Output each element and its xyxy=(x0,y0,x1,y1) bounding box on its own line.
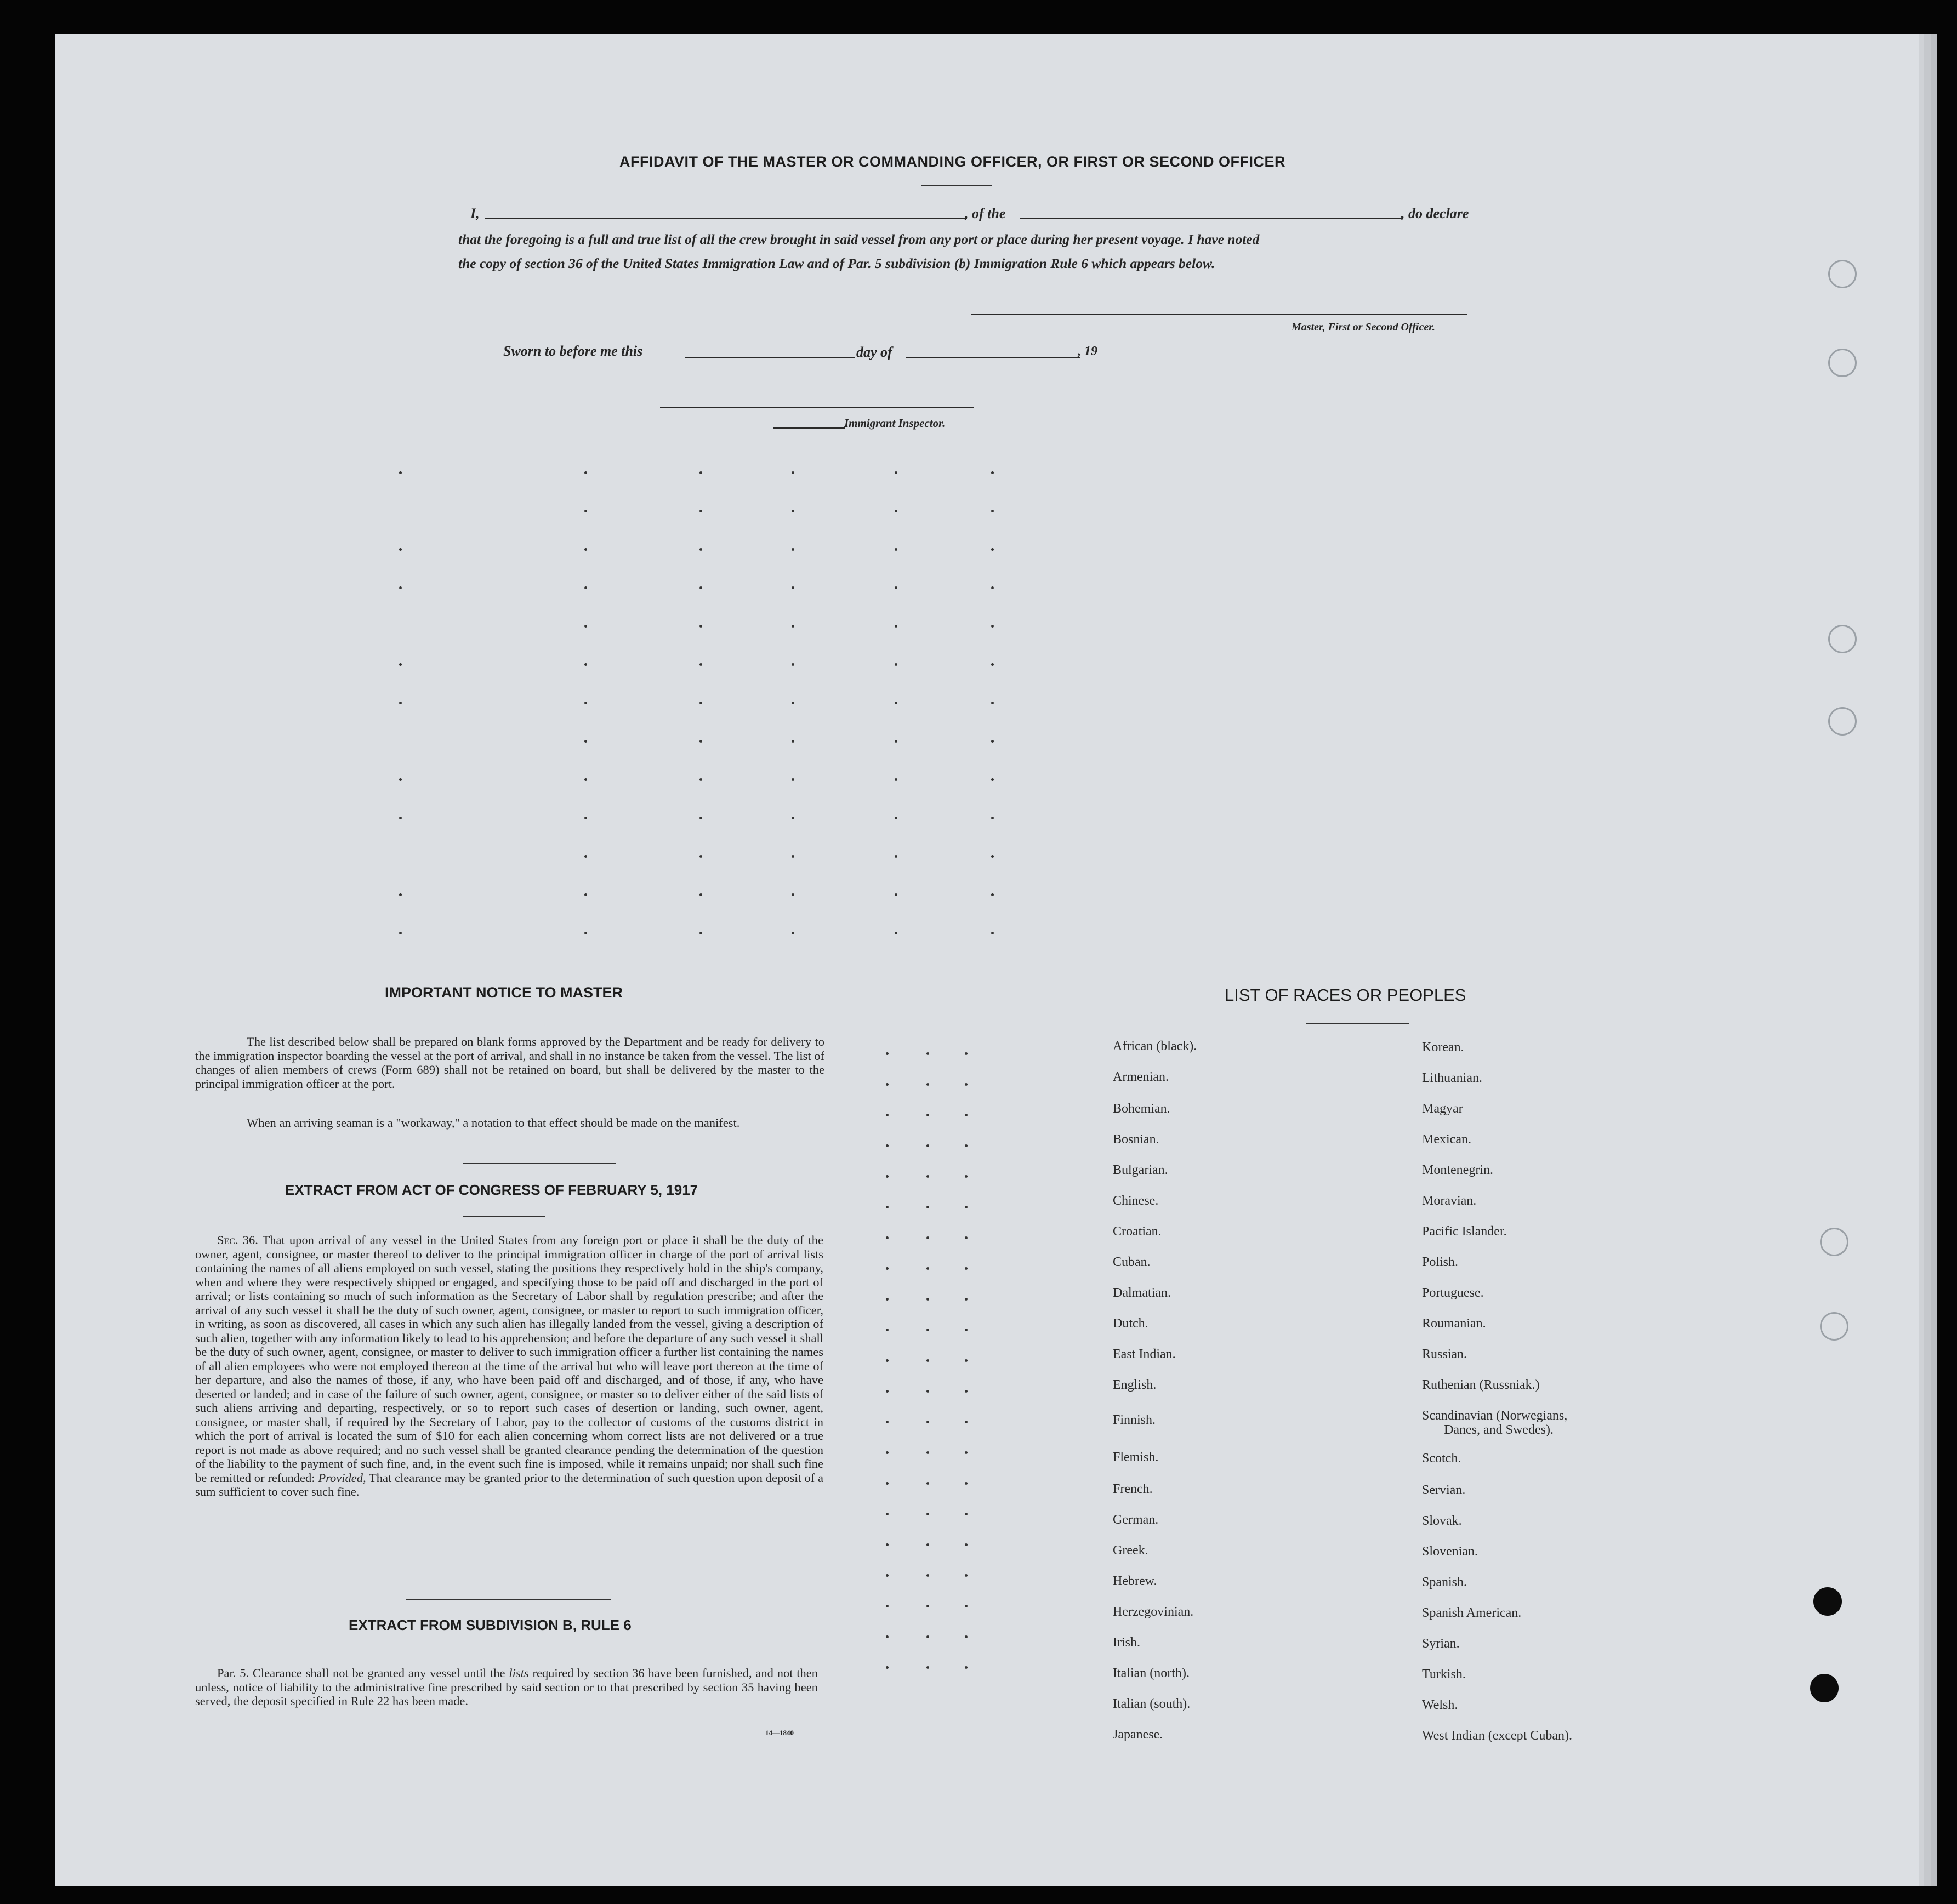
leader-dot xyxy=(965,1574,968,1577)
leader-dot xyxy=(895,663,897,666)
leader-dot xyxy=(699,471,702,474)
race-item: Flemish. xyxy=(1113,1450,1159,1464)
leader-dot xyxy=(991,663,994,666)
leader-dot xyxy=(926,1298,929,1301)
race-item: German. xyxy=(1113,1513,1159,1527)
affidavit-title: AFFIDAVIT OF THE MASTER OR COMMANDING OFFICER, OR FIRST OR SECOND OFFICER xyxy=(619,153,1285,170)
leader-dot xyxy=(584,855,587,858)
leader-dot xyxy=(886,1144,889,1147)
sworn-month-blank xyxy=(906,357,1080,358)
race-item: Mexican. xyxy=(1422,1132,1471,1147)
race-item: Korean. xyxy=(1422,1040,1464,1054)
leader-dot xyxy=(399,663,402,666)
notice-paragraph-1: The list described below shall be prepared on blank forms approved by the Department and be ready for delivery to the immigration inspector boarding the vessel at the port of arrival, and shall in no instance be taken from the vessel. The list of changes of alien members of crews (Form 689) shall not be retained on board, but shall be delivered by the master to the principal immigration officer at the port. xyxy=(195,1035,824,1091)
leader-dot xyxy=(699,855,702,858)
signature-line xyxy=(971,314,1467,315)
leader-dot xyxy=(965,1482,968,1485)
leader-dot xyxy=(926,1635,929,1638)
name-blank xyxy=(485,218,967,219)
races-divider xyxy=(1306,1023,1409,1024)
race-item: Ruthenian (Russniak.) xyxy=(1422,1378,1540,1392)
leader-dot xyxy=(965,1144,968,1147)
extract-rule-title: EXTRACT FROM SUBDIVISION B, RULE 6 xyxy=(349,1617,632,1633)
leader-dot xyxy=(699,663,702,666)
leader-dot xyxy=(895,817,897,819)
provided-label: Provided, xyxy=(318,1470,366,1485)
leader-dot xyxy=(792,471,794,474)
race-item: Spanish. xyxy=(1422,1575,1467,1589)
race-item: African (black). xyxy=(1113,1039,1197,1053)
race-item: East Indian. xyxy=(1113,1347,1176,1361)
leader-dot xyxy=(399,586,402,589)
leader-dot xyxy=(991,932,994,934)
race-item: Dutch. xyxy=(1113,1316,1148,1331)
leader-dot xyxy=(965,1635,968,1638)
notice-paragraph-2: When an arriving seaman is a "workaway," a notation to that effect should be made on the manifest. xyxy=(247,1116,740,1130)
leader-dot xyxy=(792,817,794,819)
punch-hole xyxy=(1828,625,1857,653)
race-item: Scandinavian (Norwegians, xyxy=(1422,1409,1568,1423)
section-label: Sec. 36. xyxy=(217,1233,258,1247)
leader-dot xyxy=(699,586,702,589)
race-item: Irish. xyxy=(1113,1635,1140,1650)
race-item: Spanish American. xyxy=(1422,1606,1522,1620)
leader-dot xyxy=(399,778,402,781)
race-item: Bohemian. xyxy=(1113,1102,1170,1116)
leader-dot xyxy=(792,740,794,743)
leader-dot xyxy=(792,586,794,589)
leader-dot xyxy=(965,1114,968,1116)
leader-dot xyxy=(965,1236,968,1239)
leader-dot xyxy=(584,932,587,934)
leader-dot xyxy=(965,1267,968,1270)
race-item: Bulgarian. xyxy=(1113,1163,1168,1177)
leader-dot xyxy=(399,893,402,896)
leader-dot xyxy=(926,1267,929,1270)
race-item: Cuban. xyxy=(1113,1255,1151,1269)
leader-dot xyxy=(895,471,897,474)
section-36-end: That clearance may be granted prior to the determination of such question upon deposit of a sum sufficient to cover such fine. xyxy=(195,1470,824,1498)
race-item: Danes, and Swedes). xyxy=(1444,1423,1554,1437)
leader-dot xyxy=(699,510,702,512)
race-item: Dalmatian. xyxy=(1113,1286,1171,1300)
race-item: Greek. xyxy=(1113,1543,1148,1558)
race-item: Finnish. xyxy=(1113,1413,1156,1427)
races-title: LIST OF RACES OR PEOPLES xyxy=(1225,985,1466,1005)
leader-dot xyxy=(399,817,402,819)
leader-dot xyxy=(399,471,402,474)
punch-hole-dark xyxy=(1810,1674,1839,1702)
declare-line-3: the copy of section 36 of the United States Immigration Law and of Par. 5 subdivision (b) Immigration Rule 6 which appears below. xyxy=(458,255,1215,271)
leader-dot xyxy=(584,893,587,896)
section-36-body: That upon arrival of any vessel in the United States from any foreign port or place it shall be the duty of the owner, agent, consignee, or master thereof to deliver to the principal immigration officer in charge of the port of arrival lists containing the names of all aliens employed on such vessel, stating the positions they respectively hold in the ship's company, when and where they were respectively shipped or engaged, and specifying those to be paid off and discharged in the port of arrival; or lists containing so much of such information as the Secretary of Labor shall by regulation prescribe; and after the arrival of any such vessel it shall be the duty of such owner, agent, consignee, or master to report to such immigration officer, in writing, as soon as discovered, all cases in which any such alien has illegally landed from the vessel, giving a description of such alien, together with any information likely to lead to his apprehension; and before the departure of any such vessel it shall be the duty of such owner, agent, consignee, or master to deliver to such immigration officer a further list containing the names of all alien employees who were not employed thereon at the time of the arrival but who will leave port thereon at the time of her departure, and also the names of those, if any, who have been paid off and discharged, and of those, if any, who have deserted or landed; and in case of the failure of such owner, agent, consignee, or master so to deliver either of the said lists of such aliens arriving and departing, respectively, or so to report such cases of desertion or landing, such owner, agent, consignee, or master shall, if required by the Secretary of Labor, pay to the collector of customs of the customs district in which the port of arrival is located the sum of $10 for each alien concerning whom correct lists are not delivered or a true report is not made as above required; and no such vessel shall be granted clearance pending the determination of the question of the liability to the payment of such fine, and, in the event such fine is imposed, while it remains unpaid; nor shall such fine be remitted or refunded: xyxy=(195,1233,823,1485)
race-item: Russian. xyxy=(1422,1347,1467,1361)
leader-dot xyxy=(792,510,794,512)
leader-dot xyxy=(991,471,994,474)
leader-dot xyxy=(965,1421,968,1423)
leader-dot xyxy=(926,1574,929,1577)
leader-dot xyxy=(926,1329,929,1331)
form-number: 14—1840 xyxy=(765,1729,794,1737)
leader-dot xyxy=(886,1052,889,1055)
leader-dot xyxy=(895,586,897,589)
leader-dot xyxy=(991,893,994,896)
leader-dot xyxy=(926,1482,929,1485)
race-item: Herzegovinian. xyxy=(1113,1605,1194,1619)
form-page xyxy=(55,34,1919,1886)
lists-word: lists xyxy=(509,1666,529,1680)
leader-dot xyxy=(584,586,587,589)
race-item: Chinese. xyxy=(1113,1194,1159,1208)
leader-dot xyxy=(965,1359,968,1362)
leader-dot xyxy=(926,1236,929,1239)
leader-dot xyxy=(926,1390,929,1393)
leader-dot xyxy=(886,1083,889,1086)
leader-dot xyxy=(792,893,794,896)
leader-dot xyxy=(965,1052,968,1055)
leader-dot xyxy=(886,1451,889,1454)
leader-dot xyxy=(895,740,897,743)
race-item: Polish. xyxy=(1422,1255,1459,1269)
race-item: Japanese. xyxy=(1113,1728,1163,1742)
leader-dot xyxy=(886,1236,889,1239)
leader-dot xyxy=(792,932,794,934)
leader-dot xyxy=(926,1666,929,1669)
race-item: Lithuanian. xyxy=(1422,1071,1482,1085)
leader-dot xyxy=(926,1083,929,1086)
leader-dot xyxy=(584,778,587,781)
leader-dot xyxy=(584,510,587,512)
race-item: Slovak. xyxy=(1422,1514,1462,1528)
leader-dot xyxy=(965,1666,968,1669)
extract-act-end-divider xyxy=(406,1599,611,1600)
par-5-end: required by section 36 have been furnished, and not then unless, notice of liability to the administrative fine prescribed by said section or to that prescribed by section 35 having been served, the deposit specified in Rule 22 has been made. xyxy=(195,1666,818,1708)
leader-dot xyxy=(792,663,794,666)
race-item: Slovenian. xyxy=(1422,1544,1478,1559)
leader-dot xyxy=(965,1513,968,1515)
leader-dot xyxy=(965,1605,968,1607)
leader-dot xyxy=(926,1451,929,1454)
leader-dot xyxy=(792,548,794,551)
leader-dot xyxy=(584,740,587,743)
leader-dot xyxy=(926,1605,929,1607)
leader-dot xyxy=(965,1543,968,1546)
leader-dot xyxy=(965,1390,968,1393)
race-item: Montenegrin. xyxy=(1422,1163,1493,1177)
race-item: Welsh. xyxy=(1422,1698,1458,1712)
leader-dot xyxy=(895,548,897,551)
inspector-dash xyxy=(773,427,845,429)
leader-dot xyxy=(991,740,994,743)
punch-hole xyxy=(1820,1228,1848,1256)
notice-divider xyxy=(463,1163,616,1164)
leader-dot xyxy=(991,625,994,628)
leader-dot xyxy=(399,702,402,704)
declare-line-i: I, xyxy=(470,206,480,221)
leader-dot xyxy=(699,625,702,628)
declare-line-2: that the foregoing is a full and true list of all the crew brought in said vessel from any port or place during her present voyage. I have noted xyxy=(458,231,1260,247)
sworn-text: Sworn to before me this xyxy=(503,343,643,359)
leader-dot xyxy=(965,1083,968,1086)
race-item: French. xyxy=(1113,1482,1153,1496)
leader-dot xyxy=(886,1513,889,1515)
signature-caption: Master, First or Second Officer. xyxy=(1292,321,1435,333)
leader-dot xyxy=(965,1329,968,1331)
leader-dot xyxy=(886,1482,889,1485)
punch-hole xyxy=(1828,707,1857,736)
race-item: Hebrew. xyxy=(1113,1574,1157,1588)
leader-dot xyxy=(991,702,994,704)
leader-dot xyxy=(895,702,897,704)
leader-dot xyxy=(926,1144,929,1147)
leader-dot xyxy=(584,625,587,628)
inspector-caption: Immigrant Inspector. xyxy=(844,417,946,430)
race-item: Scotch. xyxy=(1422,1451,1461,1466)
leader-dot xyxy=(699,702,702,704)
leader-dot xyxy=(886,1298,889,1301)
race-item: Pacific Islander. xyxy=(1422,1224,1507,1239)
leader-dot xyxy=(886,1574,889,1577)
sworn-day-blank xyxy=(685,357,855,358)
leader-dot xyxy=(926,1359,929,1362)
leader-dot xyxy=(792,778,794,781)
race-item: Moravian. xyxy=(1422,1194,1477,1208)
leader-dot xyxy=(886,1635,889,1638)
race-item: West Indian (except Cuban). xyxy=(1422,1729,1572,1743)
leader-dot xyxy=(965,1298,968,1301)
leader-dot xyxy=(895,855,897,858)
leader-dot xyxy=(965,1451,968,1454)
leader-dot xyxy=(886,1175,889,1178)
title-divider xyxy=(921,185,992,186)
leader-dot xyxy=(699,548,702,551)
leader-dot xyxy=(886,1543,889,1546)
leader-dot xyxy=(991,586,994,589)
leader-dot xyxy=(886,1206,889,1208)
leader-dot xyxy=(886,1267,889,1270)
leader-dot xyxy=(399,932,402,934)
leader-dot xyxy=(584,817,587,819)
leader-dot xyxy=(895,932,897,934)
leader-dot xyxy=(926,1421,929,1423)
punch-hole-dark xyxy=(1813,1587,1842,1616)
leader-dot xyxy=(699,817,702,819)
vessel-blank xyxy=(1020,218,1403,219)
leader-dot xyxy=(699,740,702,743)
leader-dot xyxy=(584,548,587,551)
leader-dot xyxy=(895,510,897,512)
race-item: Magyar xyxy=(1422,1102,1463,1116)
race-item: Turkish. xyxy=(1422,1667,1466,1681)
leader-dot xyxy=(699,893,702,896)
race-item: Armenian. xyxy=(1113,1070,1169,1084)
leader-dot xyxy=(886,1329,889,1331)
year-prefix: , 19 xyxy=(1078,344,1097,358)
extract-act-divider xyxy=(463,1216,545,1217)
leader-dot xyxy=(895,778,897,781)
leader-dot xyxy=(991,510,994,512)
leader-dot xyxy=(792,625,794,628)
notice-title: IMPORTANT NOTICE TO MASTER xyxy=(385,984,623,1001)
leader-dot xyxy=(965,1206,968,1208)
leader-dot xyxy=(699,932,702,934)
leader-dot xyxy=(926,1114,929,1116)
leader-dot xyxy=(886,1421,889,1423)
race-item: Roumanian. xyxy=(1422,1316,1486,1331)
leader-dot xyxy=(991,817,994,819)
par-5-start: Par. 5. Clearance shall not be granted any vessel until the xyxy=(217,1666,505,1680)
leader-dot xyxy=(926,1052,929,1055)
leader-dot xyxy=(991,778,994,781)
punch-hole xyxy=(1820,1312,1848,1341)
inspector-signature-line xyxy=(660,407,974,408)
leader-dot xyxy=(399,548,402,551)
day-of-text: day of xyxy=(856,344,892,360)
leader-dot xyxy=(886,1390,889,1393)
leader-dot xyxy=(792,855,794,858)
leader-dot xyxy=(584,663,587,666)
race-item: Portuguese. xyxy=(1422,1286,1484,1300)
race-item: Syrian. xyxy=(1422,1637,1460,1651)
leader-dot xyxy=(699,778,702,781)
leader-dot xyxy=(886,1666,889,1669)
race-item: Italian (south). xyxy=(1113,1697,1191,1711)
leader-dot xyxy=(886,1114,889,1116)
leader-dot xyxy=(895,893,897,896)
leader-dot xyxy=(895,625,897,628)
race-item: Bosnian. xyxy=(1113,1132,1159,1147)
punch-hole xyxy=(1828,349,1857,377)
leader-dot xyxy=(926,1175,929,1178)
race-item: Italian (north). xyxy=(1113,1666,1190,1680)
race-item: Servian. xyxy=(1422,1483,1466,1497)
extract-rule-text xyxy=(195,1666,818,1708)
leader-dot xyxy=(886,1359,889,1362)
declare-line-do-declare: , do declare xyxy=(1401,206,1469,221)
race-item: Croatian. xyxy=(1113,1224,1162,1239)
extract-act-text xyxy=(195,1233,823,1499)
extract-act-title: EXTRACT FROM ACT OF CONGRESS OF FEBRUARY 5, 1917 xyxy=(285,1182,698,1198)
leader-dot xyxy=(926,1543,929,1546)
leader-dot xyxy=(584,702,587,704)
race-item: English. xyxy=(1113,1378,1157,1392)
leader-dot xyxy=(991,548,994,551)
leader-dot xyxy=(926,1513,929,1515)
leader-dot xyxy=(965,1175,968,1178)
punch-hole xyxy=(1828,260,1857,288)
leader-dot xyxy=(792,702,794,704)
leader-dot xyxy=(584,471,587,474)
declare-line-of-the: , of the xyxy=(965,206,1006,221)
leader-dot xyxy=(886,1605,889,1607)
leader-dot xyxy=(991,855,994,858)
leader-dot xyxy=(926,1206,929,1208)
